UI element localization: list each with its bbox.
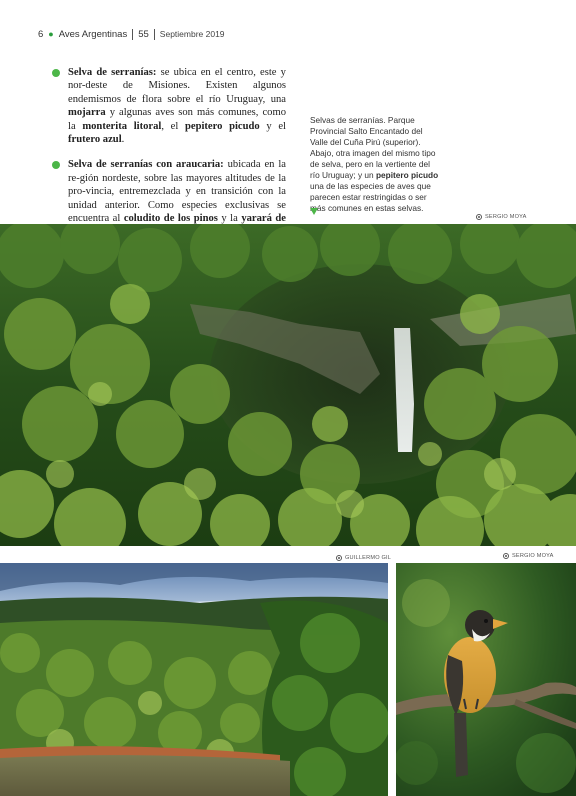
- river-photo: [0, 563, 388, 796]
- river-image: [0, 563, 388, 796]
- separator-bar: [154, 29, 155, 40]
- bird-image: [396, 563, 576, 796]
- bold-term: pepitero picudo: [375, 170, 439, 180]
- bold-term: mojarra: [68, 107, 106, 119]
- page-header: [38, 27, 225, 41]
- camera-eye-icon: [476, 214, 482, 220]
- photo-credit: [476, 214, 527, 220]
- caption-arrow-icon: [310, 208, 318, 215]
- publication-name: Aves Argentinas: [58, 28, 128, 40]
- issue-number: 55: [138, 28, 149, 40]
- photo-caption: Selvas de serranías. Parque Provincial Salto Encantado del Valle del Cuña Pirú (superior). Abajo, otra imagen del mismo tipo de selva, pero en la vertiente del río Uruguay; y un pepitero picudo una de las especies de aves que parecen estar restringidas o ser más comunes en estas selvas.: [310, 115, 439, 213]
- separator-bar: [132, 29, 133, 40]
- bullet-body: ubicada en la re-gión nordeste, sobre las mayores altitudes de la pro-vincia, entremezclada y en transición con la unidad anterior. Como especies exclusivas se encuentra al coludito de los pinos y la yarará de: [68, 159, 286, 250]
- bullet-term: Selva de serranías con araucaria:: [68, 159, 224, 171]
- issue-date: Septiembre 2019: [159, 29, 225, 39]
- photo-credit: [503, 553, 554, 559]
- bullet-icon: [52, 69, 60, 77]
- bird-photo: [396, 563, 576, 796]
- camera-eye-icon: [503, 553, 509, 559]
- camera-eye-icon: [336, 555, 342, 561]
- list-item: [52, 66, 286, 146]
- waterfall-photo: [0, 224, 576, 546]
- bold-term: monterita litoral: [82, 120, 162, 132]
- page-number: 6: [38, 28, 44, 40]
- credit-text: GUILLERMO GIL: [345, 555, 392, 561]
- bullet-icon: [52, 161, 60, 169]
- waterfall-image: [0, 224, 576, 546]
- bullet-term: Selva de serranías:: [68, 67, 157, 78]
- bold-term: pepitero picudo: [184, 120, 260, 132]
- bullet-body: se ubica en el centro, este y nor-deste de Misiones. Existen algunos endemismos de flora sobre el río Uruguay, una mojarra y algunas aves son más comunes, como la monterita litoral, el pepitero picudo y el frutero azul.: [68, 67, 286, 146]
- photo-credit: [336, 555, 391, 561]
- bold-term: frutero azul: [68, 134, 122, 146]
- bold-term: coludito de los pinos: [123, 213, 218, 225]
- separator-dot: ●: [48, 29, 54, 39]
- credit-text: SERGIO MOYA: [485, 214, 527, 220]
- credit-text: SERGIO MOYA: [512, 553, 554, 559]
- bold-term: yarará de: [241, 213, 286, 225]
